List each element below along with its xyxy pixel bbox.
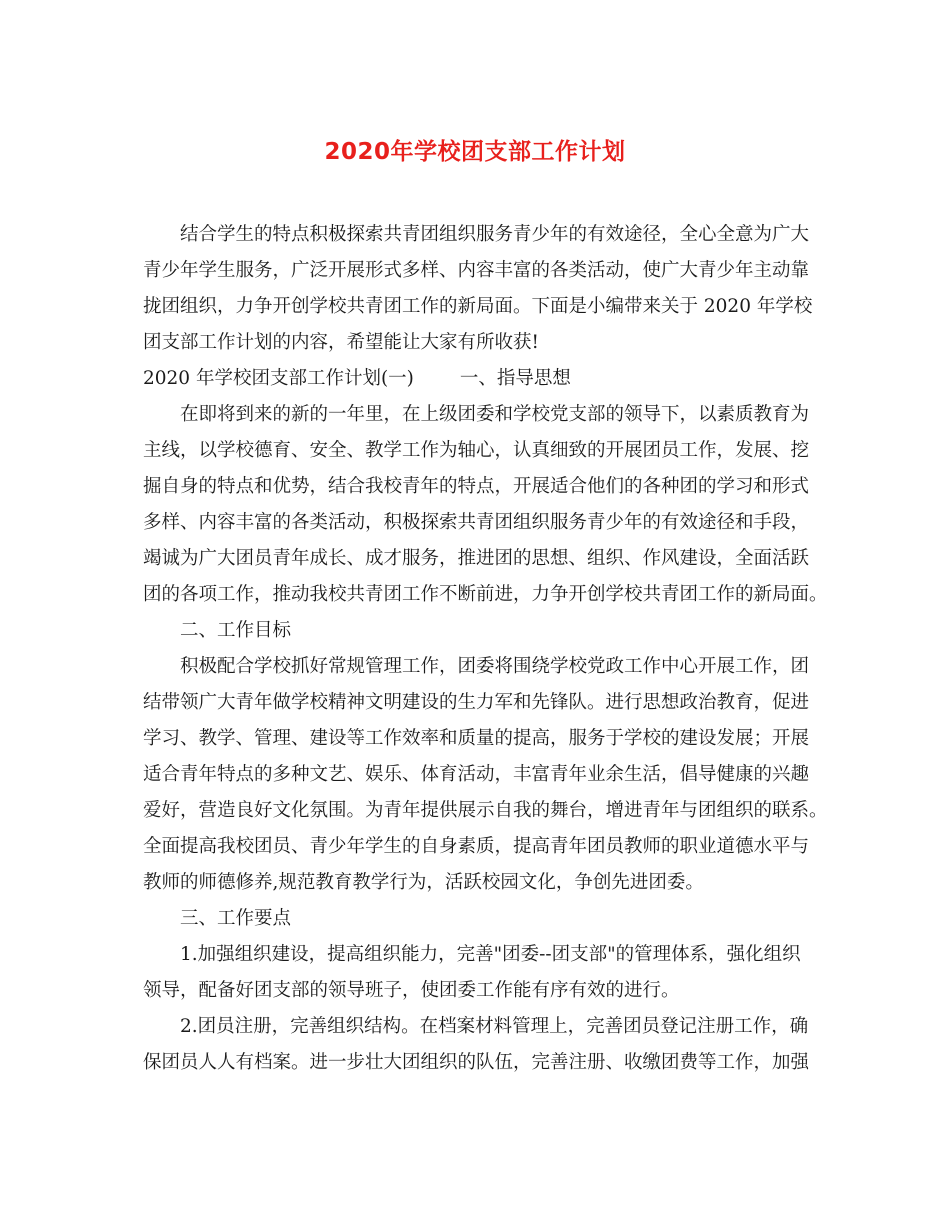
paragraph-line: 全面提高我校团员、青少年学生的自身素质，提高青年团员教师的职业道德水平与 xyxy=(143,836,810,857)
list-item-line: 1.加强组织建设，提高组织能力，完善"团委--团支部"的管理体系，强化组织 xyxy=(180,944,801,965)
list-item-line: 保团员人人有档案。进一步壮大团组织的队伍，完善注册、收缴团费等工作，加强 xyxy=(143,1052,810,1073)
paragraph-line: 爱好，营造良好文化氛围。为青年提供展示自我的舞台，增进青年与团组织的联系。 xyxy=(143,800,828,821)
paragraph-line: 竭诚为广大团员青年成长、成才服务，推进团的思想、组织、作风建设，全面活跃 xyxy=(143,548,810,569)
section-heading: 一、指导思想 xyxy=(459,368,571,389)
paragraph-line: 掘自身的特点和优势，结合我校青年的特点，开展适合他们的各种团的学习和形式 xyxy=(143,476,810,497)
paragraph-line: 团支部工作计划的内容，希望能让大家有所收获! xyxy=(143,332,539,353)
paragraph-line: 结带领广大青年做学校精神文明建设的生力军和先锋队。进行思想政治教育，促进 xyxy=(143,692,810,713)
paragraph-line: 教师的师德修养,规范教育教学行为，活跃校园文化，争创先进团委。 xyxy=(143,872,704,893)
paragraph-line: 学习、教学、管理、建设等工作效率和质量的提高，服务于学校的建设发展；开展 xyxy=(143,728,810,749)
paragraph-line: 在即将到来的新的一年里，在上级团委和学校党支部的领导下，以素质教育为 xyxy=(180,404,810,425)
paragraph-line: 结合学生的特点积极探索共青团组织服务青少年的有效途径，全心全意为广大 xyxy=(180,224,810,245)
paragraph-line: 主线，以学校德育、安全、教学工作为轴心，认真细致的开展团员工作，发展、挖 xyxy=(143,440,810,461)
paragraph-line: 积极配合学校抓好常规管理工作，团委将围绕学校党政工作中心开展工作，团 xyxy=(180,656,810,677)
subtitle-line xyxy=(143,367,833,391)
paragraph-line: 多样、内容丰富的各类活动，积极探索共青团组织服务青少年的有效途径和手段， xyxy=(143,512,810,533)
section-heading: 二、工作目标 xyxy=(180,620,292,641)
list-item-line: 2.团员注册，完善组织结构。在档案材料管理上，完善团员登记注册工作，确 xyxy=(180,1016,809,1037)
section-heading: 三、工作要点 xyxy=(180,908,292,929)
subtitle: 2020 年学校团支部工作计划(一) xyxy=(143,368,414,389)
paragraph-line: 团的各项工作，推动我校共青团工作不断前进，力争开创学校共青团工作的新局面。 xyxy=(143,584,828,605)
paragraph-line: 适合青年特点的多种文艺、娱乐、体育活动，丰富青年业余生活，倡导健康的兴趣 xyxy=(143,764,810,785)
paragraph-line: 拢团组织，力争开创学校共青团工作的新局面。下面是小编带来关于 2020 年学校 xyxy=(143,296,813,317)
document-title: 2020年学校团支部工作计划 xyxy=(324,139,626,165)
list-item-line: 领导，配备好团支部的领导班子，使团委工作能有序有效的进行。 xyxy=(143,980,680,1001)
paragraph-line: 青少年学生服务，广泛开展形式多样、内容丰富的各类活动，使广大青少年主动靠 xyxy=(143,260,810,281)
